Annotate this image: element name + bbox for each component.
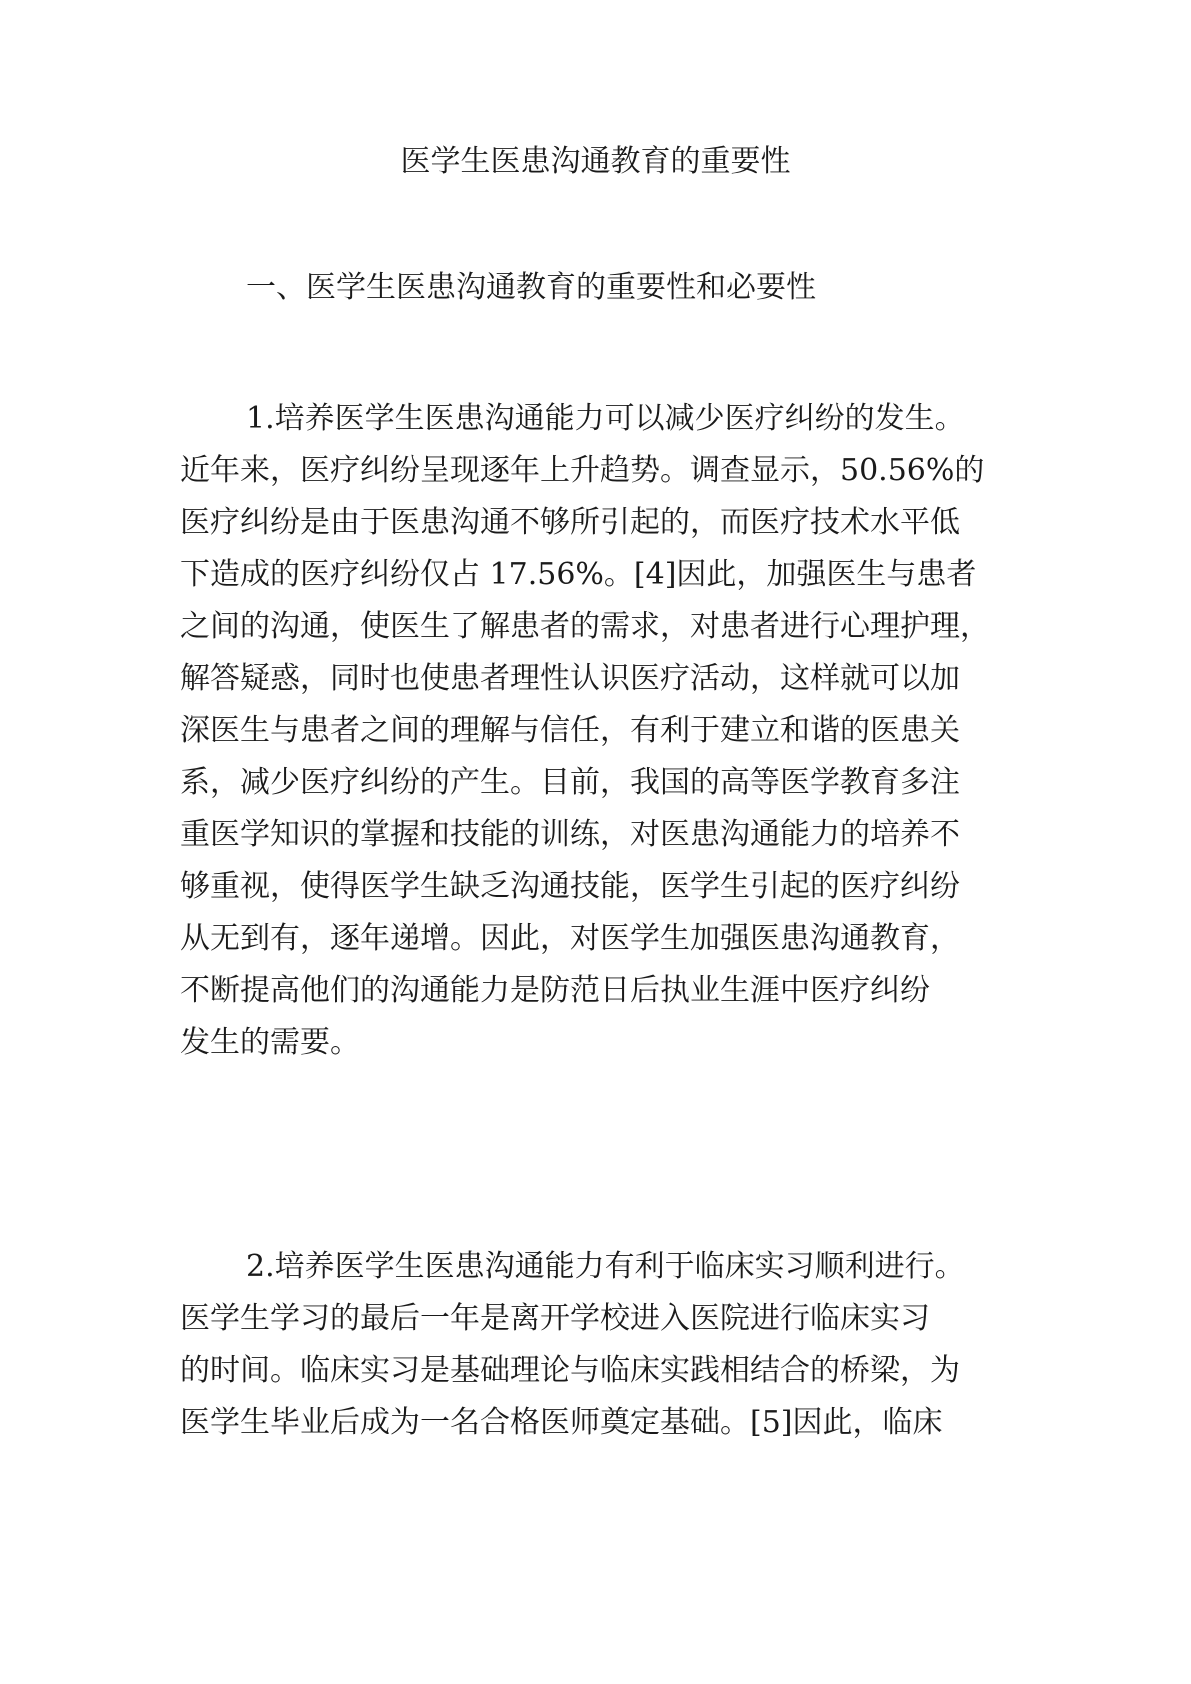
- section-heading: 一、医学生医患沟通教育的重要性和必要性: [246, 270, 816, 305]
- paragraph-line: 深医生与患者之间的理解与信任，有利于建立和谐的医患关: [180, 713, 960, 748]
- paragraph-1: [180, 393, 1040, 1069]
- paragraph-line: 1.培养医学生医患沟通能力可以减少医疗纠纷的发生。: [246, 401, 965, 436]
- paragraph-line: 系，减少医疗纠纷的产生。目前，我国的高等医学教育多注: [180, 765, 960, 800]
- paragraph-line: 下造成的医疗纠纷仅占 17.56%。[4]因此，加强医生与患者: [180, 557, 977, 592]
- paragraph-line: 够重视，使得医学生缺乏沟通技能，医学生引起的医疗纠纷: [180, 869, 960, 904]
- paragraph-line: 不断提高他们的沟通能力是防范日后执业生涯中医疗纠纷: [180, 973, 930, 1008]
- paragraph-line: 2.培养医学生医患沟通能力有利于临床实习顺利进行。: [246, 1249, 965, 1284]
- paragraph-line: 医疗纠纷是由于医患沟通不够所引起的，而医疗技术水平低: [180, 505, 960, 540]
- paragraph-line: 发生的需要。: [180, 1025, 360, 1060]
- paragraph-line: 医学生毕业后成为一名合格医师奠定基础。[5]因此，临床: [180, 1405, 943, 1440]
- paragraph-line: 近年来，医疗纠纷呈现逐年上升趋势。调查显示，50.56%的: [180, 453, 985, 488]
- paragraph-line: 的时间。临床实习是基础理论与临床实践相结合的桥梁，为: [180, 1353, 960, 1388]
- paragraph-line: 医学生学习的最后一年是离开学校进入医院进行临床实习: [180, 1301, 930, 1336]
- paragraph-line: 重医学知识的掌握和技能的训练，对医患沟通能力的培养不: [180, 817, 960, 852]
- paragraph-2: [180, 1241, 1040, 1449]
- document-title: 医学生医患沟通教育的重要性: [400, 144, 791, 179]
- paragraph-line: 从无到有，逐年递增。因此，对医学生加强医患沟通教育，: [180, 921, 960, 956]
- paragraph-line: 之间的沟通，使医生了解患者的需求，对患者进行心理护理，: [180, 609, 990, 644]
- paragraph-line: 解答疑惑，同时也使患者理性认识医疗活动，这样就可以加: [180, 661, 960, 696]
